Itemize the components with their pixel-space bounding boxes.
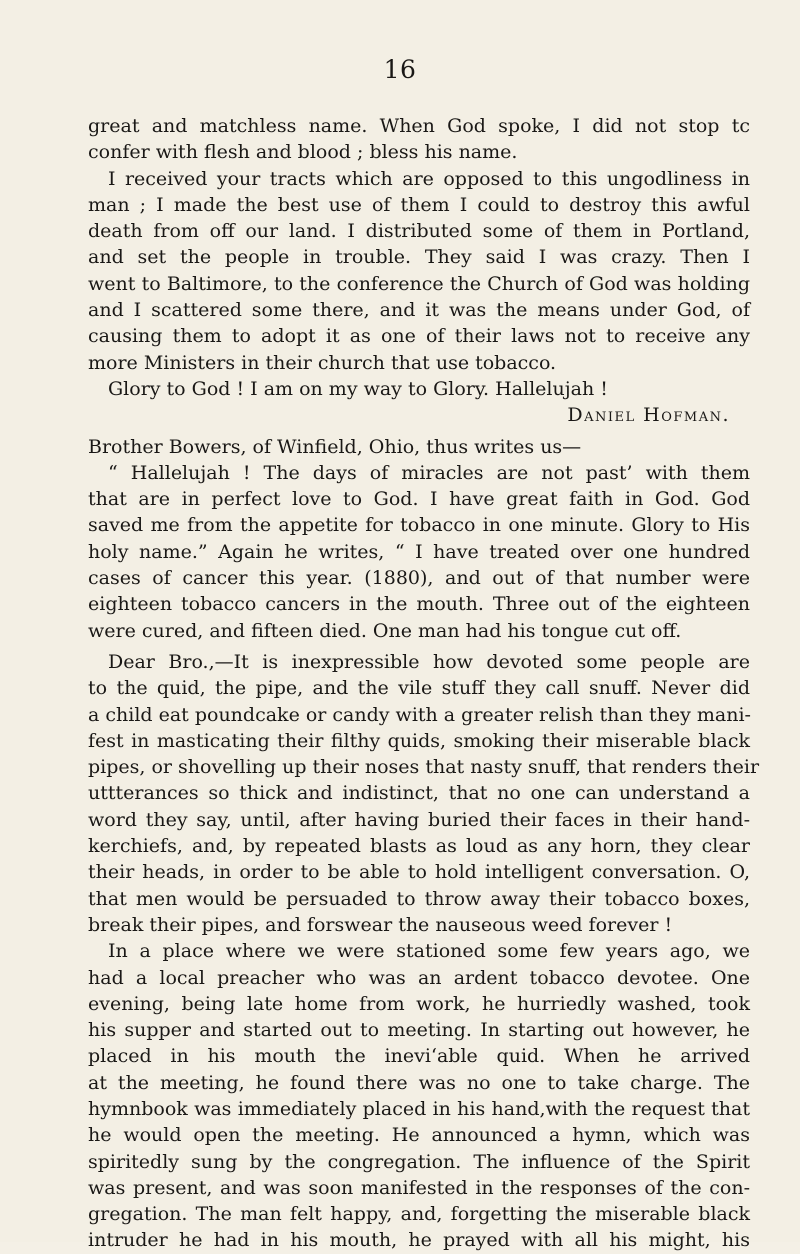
text-line: was present, and was soon manifested in the responses of the con-: [88, 1176, 750, 1199]
page-number: 16: [383, 55, 417, 84]
text-line: “ Hallelujah ! The days of miracles are not past’ with them: [108, 461, 750, 484]
text-line: were cured, and fifteen died. One man had his tongue cut off.: [88, 619, 682, 642]
text-line: spiritedly sung by the congregation. The influence of the Spirit: [88, 1150, 750, 1173]
body-text: [88, 113, 760, 1254]
text-line: causing them to adopt it as one of their laws not to receive any: [88, 325, 750, 348]
text-line: I received your tracts which are opposed to this ungodliness in: [108, 167, 750, 190]
text-line: his supper and started out to meeting. In starting out however, he: [88, 1019, 750, 1042]
text-line: word they say, until, after having buried their faces in their hand-: [88, 808, 750, 831]
text-line: kerchiefs, and, by repeated blasts as loud as any horn, they clear: [88, 835, 750, 858]
text-line: fest in masticating their filthy quids, smoking their miserable black: [88, 729, 750, 752]
text-line: had a local preacher who was an ardent tobacco devotee. One: [88, 966, 750, 989]
text-line: great and matchless name. When God spoke, I did not stop tc: [88, 115, 750, 137]
text-line: eighteen tobacco cancers in the mouth. Three out of the eighteen: [88, 593, 750, 616]
text-line: hymnbook was immediately placed in his hand,with the request that: [88, 1097, 750, 1120]
text-line: that are in perfect love to God. I have great faith in God. God: [88, 488, 750, 511]
text-line: evening, being late home from work, he hurriedly washed, took: [88, 992, 750, 1015]
text-line: cases of cancer this year. (1880), and out of that number were: [88, 567, 750, 590]
text-line: at the meeting, he found there was no one to take charge. The: [88, 1071, 750, 1094]
text-line: saved me from the appetite for tobacco in one minute. Glory to His: [88, 514, 750, 537]
text-line: holy name.” Again he writes, “ I have treated over one hundred: [88, 540, 750, 563]
signature-line: Daniel Hofman.: [567, 404, 730, 427]
text-line: Glory to God ! I am on my way to Glory. Hallelujah !: [108, 377, 608, 400]
text-line: that men would be persuaded to throw away their tobacco boxes,: [88, 887, 750, 910]
text-line: In a place where we were stationed some few years ago, we: [108, 940, 750, 963]
text-line: intruder he had in his mouth, he prayed with all his might, his: [88, 1229, 750, 1252]
text-line: confer with flesh and blood ; bless his name.: [88, 141, 518, 164]
text-line: placed in his mouth the inevi‘able quid. When he arrived: [88, 1045, 750, 1068]
text-line: uttterances so thick and indistinct, that no one can understand a: [88, 782, 750, 805]
text-line: gregation. The man felt happy, and, forgetting the miserable black: [88, 1203, 750, 1226]
text-line: break their pipes, and forswear the nauseous weed forever !: [88, 913, 673, 936]
text-line: he would open the meeting. He announced a hymn, which was: [88, 1124, 750, 1147]
text-line: and I scattered some there, and it was the means under God, of: [88, 299, 750, 322]
text-line: their heads, in order to be able to hold intelligent conversation. O,: [88, 861, 750, 884]
text-line: to the quid, the pipe, and the vile stuff they call snuff. Never did: [88, 677, 750, 700]
text-line: Dear Bro.,—It is inexpressible how devoted some people are: [108, 650, 750, 673]
text-line: and set the people in trouble. They said I was crazy. Then I: [88, 246, 750, 269]
text-line: a child eat poundcake or candy with a greater relish than they mani-: [88, 703, 751, 726]
text-line: more Ministers in their church that use tobacco.: [88, 351, 557, 374]
text-line: Brother Bowers, of Winfield, Ohio, thus writes us—: [88, 435, 582, 458]
text-line: death from off our land. I distributed some of them in Portland,: [88, 220, 750, 243]
text-line: pipes, or shovelling up their noses that nasty snuff, that renders their: [88, 756, 760, 779]
text-line: went to Baltimore, to the conference the Church of God was holding: [88, 272, 750, 295]
text-line: man ; I made the best use of them I could to destroy this awful: [88, 193, 750, 216]
